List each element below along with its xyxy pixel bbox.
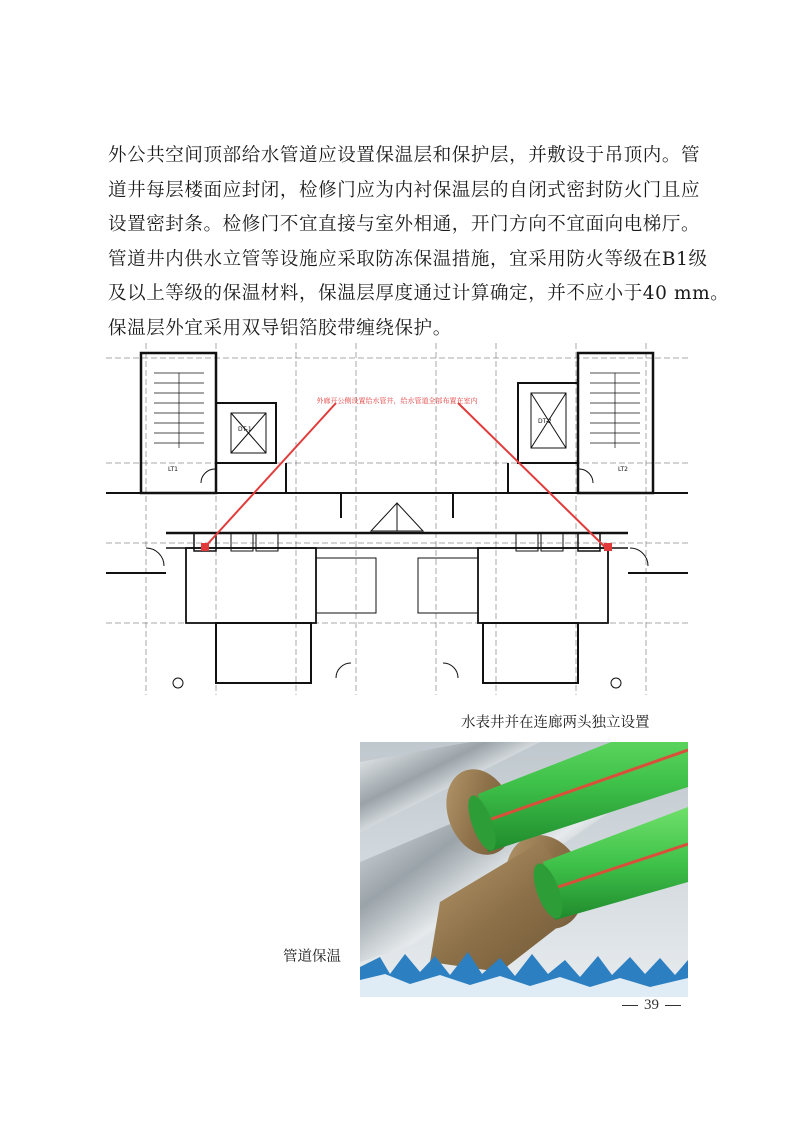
- pipe-insulation-photo: [360, 742, 688, 997]
- floor-plan-svg: [106, 343, 688, 695]
- body-line: 道井每层楼面应封闭，检修门应为内衬保温层的自闭式密封防火门且应: [108, 179, 701, 201]
- body-line: 保温层外宜采用双导铝箔胶带缠绕保护。: [108, 317, 452, 339]
- floor-plan-drawing: [106, 343, 688, 695]
- body-line: 及以上等级的保温材料，保温层厚度通过计算确定，并不应小于40 mm。: [108, 283, 730, 305]
- page-number-dash: [622, 1005, 638, 1006]
- figure-caption-pipe-insulation: 管道保温: [283, 949, 341, 965]
- page-number-value: 39: [644, 997, 659, 1013]
- body-paragraph: [108, 139, 730, 347]
- lift-label-right: LT2: [618, 466, 628, 473]
- body-line: 外公共空间顶部给水管道应设置保温层和保护层，并敷设于吊顶内。管: [108, 145, 701, 166]
- body-line: 设置密封条。检修门不宜直接与室外相通，开门方向不宜面向电梯厅。: [108, 214, 701, 236]
- plan-annotation: 外廊开公侧设置给水管井，给水管道全部布置在室内: [316, 397, 478, 405]
- shaft-label-right: DT-2: [538, 418, 552, 425]
- pipe-insulation-svg: [360, 742, 688, 997]
- page-number-dash: [665, 1005, 681, 1006]
- page-number: [622, 997, 681, 1014]
- body-line: 管道井内供水立管等设施应采取防冻保温措施，宜采用防火等级在B1级: [108, 248, 708, 270]
- lift-label-left: LT1: [168, 466, 178, 473]
- shaft-label-left: DT-1: [238, 426, 252, 433]
- figure-caption-water-meter: 水表井并在连廊两头独立设置: [461, 715, 650, 731]
